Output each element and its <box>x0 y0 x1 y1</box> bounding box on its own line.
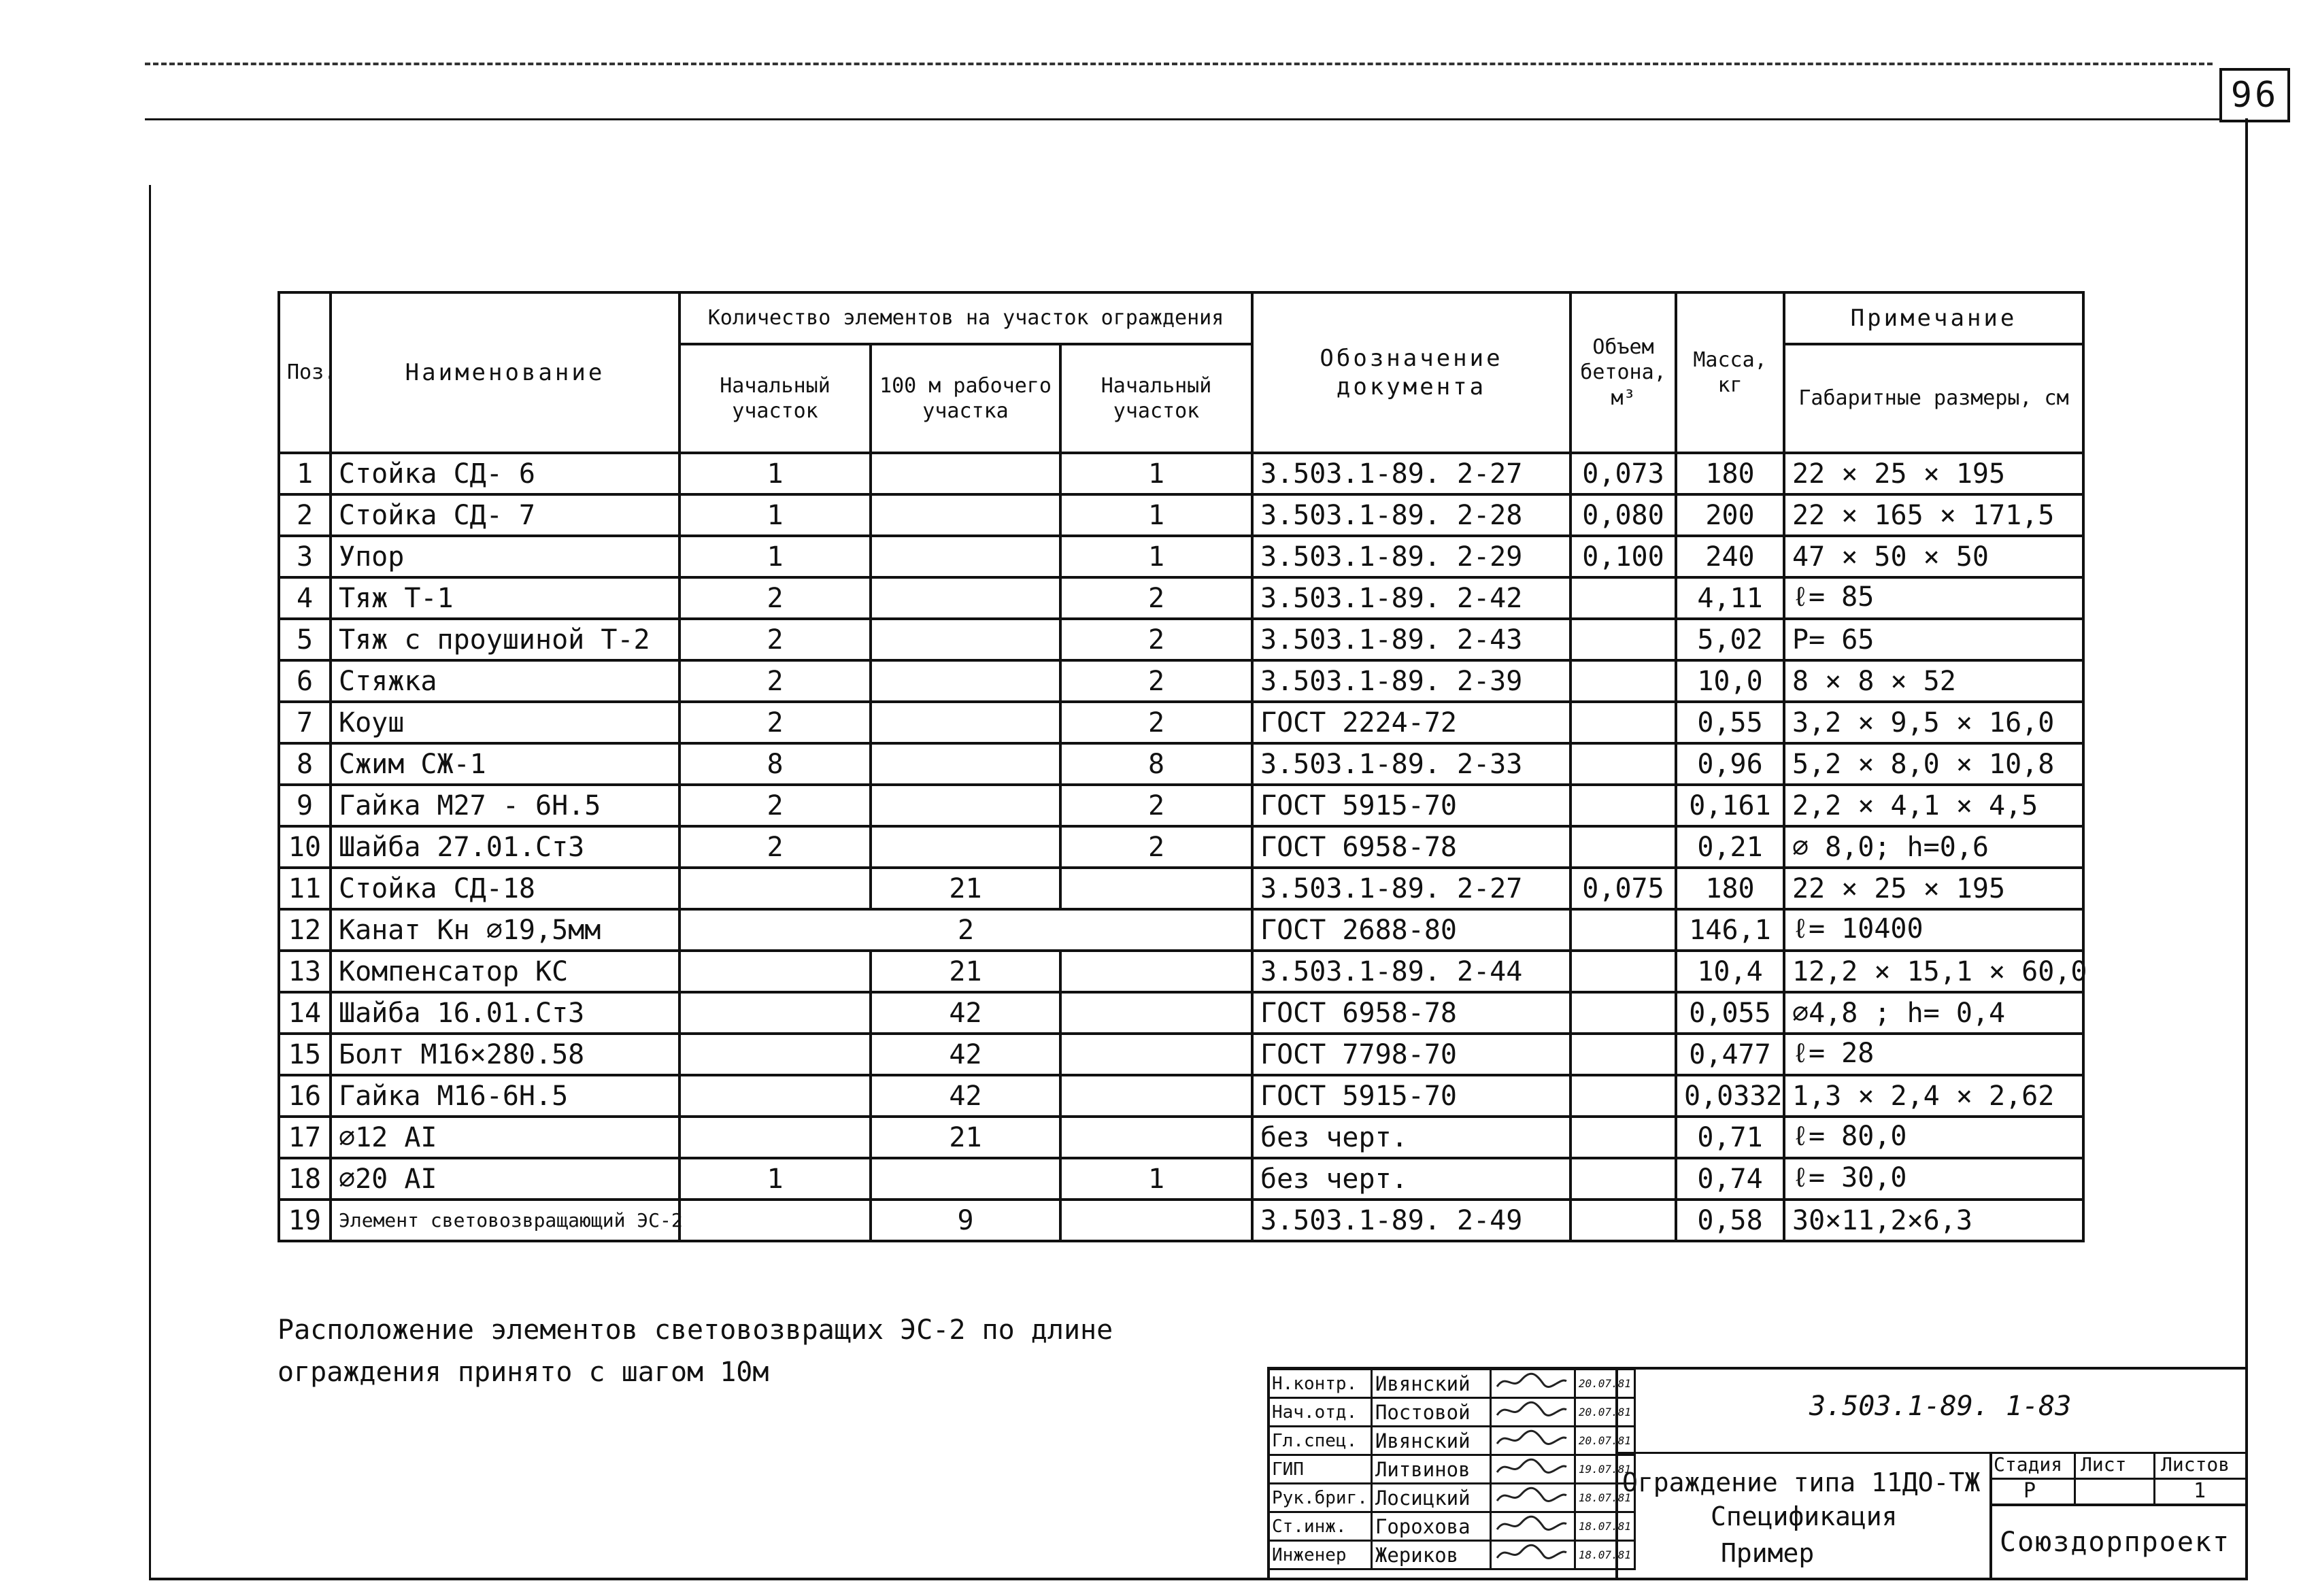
header-pos: Поз. <box>279 292 331 453</box>
cell-name: Стойка СД-18 <box>331 868 679 909</box>
signature-role: Рук.бриг. <box>1269 1484 1372 1512</box>
cell-volume <box>1570 1075 1676 1117</box>
signature-mark <box>1490 1512 1575 1541</box>
signature-table <box>1267 1368 1636 1570</box>
stage-label: Стадия <box>1994 1453 2063 1476</box>
stage-grid-bottom-line <box>1989 1504 2248 1506</box>
cell-name: Шайба 16.01.Ст3 <box>331 992 679 1034</box>
signature-name: Горохова <box>1371 1512 1490 1541</box>
signature-date: 19.07.81 <box>1575 1455 1634 1484</box>
cell-doc: ГОСТ 2224-72 <box>1252 702 1570 743</box>
cell-doc: 3.503.1-89. 2-27 <box>1252 453 1570 494</box>
cell-qty-100m: 42 <box>871 992 1060 1034</box>
cell-dims: ℓ= 85 <box>1784 577 2083 619</box>
stage-value: Р <box>2023 1479 2036 1503</box>
cell-qty-end: 2 <box>1060 577 1252 619</box>
signature-name: Лосицкий <box>1371 1484 1490 1512</box>
cell-volume <box>1570 619 1676 660</box>
cell-doc: ГОСТ 6958-78 <box>1252 826 1570 868</box>
cell-qty-end <box>1060 951 1252 992</box>
signature-scribble-icon <box>1494 1370 1569 1392</box>
signature-row <box>1269 1484 1635 1512</box>
cell-volume <box>1570 951 1676 992</box>
cell-qty-end: 1 <box>1060 494 1252 536</box>
cell-doc: ГОСТ 7798-70 <box>1252 1034 1570 1075</box>
cell-volume <box>1570 660 1676 702</box>
doc-title-3: Пример <box>1721 1538 1815 1568</box>
cell-dims: 3,2 × 9,5 × 16,0 <box>1784 702 2083 743</box>
signature-row <box>1269 1541 1635 1569</box>
table-row <box>279 743 2083 785</box>
cell-pos: 2 <box>279 494 331 536</box>
cell-doc: 3.503.1-89. 2-49 <box>1252 1200 1570 1241</box>
cell-dims: ℓ= 10400 <box>1784 909 2083 951</box>
cell-qty-end <box>1060 1117 1252 1158</box>
cell-qty-start: 2 <box>679 577 871 619</box>
cell-name: Стойка СД- 6 <box>331 453 679 494</box>
cell-qty-100m <box>871 743 1060 785</box>
page-number: 96 <box>2219 68 2290 122</box>
cell-pos: 10 <box>279 826 331 868</box>
table-row <box>279 1075 2083 1117</box>
cell-pos: 8 <box>279 743 331 785</box>
cell-mass: 0,58 <box>1676 1200 1784 1241</box>
stage-grid <box>1989 1452 2248 1506</box>
cell-doc: 3.503.1-89. 2-33 <box>1252 743 1570 785</box>
header-concrete-text: Объем бетона, м³ <box>1580 335 1666 410</box>
header-doc <box>1252 292 1570 453</box>
signature-mark <box>1490 1427 1575 1455</box>
cell-volume <box>1570 1200 1676 1241</box>
signature-scribble-icon <box>1494 1484 1569 1506</box>
table-row <box>279 619 2083 660</box>
cell-name: Стяжка <box>331 660 679 702</box>
signature-name: Жериков <box>1371 1541 1490 1569</box>
cell-dims: 5,2 × 8,0 × 10,8 <box>1784 743 2083 785</box>
cell-qty-start: 2 <box>679 619 871 660</box>
cell-qty-end: 2 <box>1060 702 1252 743</box>
cell-qty-start <box>679 1200 871 1241</box>
signature-row <box>1269 1398 1635 1427</box>
cell-qty-100m <box>871 1158 1060 1200</box>
cell-doc: без черт. <box>1252 1117 1570 1158</box>
signature-role: ГИП <box>1269 1455 1372 1484</box>
cell-dims: 22 × 165 × 171,5 <box>1784 494 2083 536</box>
cell-mass: 0,71 <box>1676 1117 1784 1158</box>
header-qty-end <box>1060 344 1252 453</box>
cell-name: ⌀12 AI <box>331 1117 679 1158</box>
header-dims-text: Габаритные размеры, см <box>1798 386 2069 411</box>
table-row <box>279 951 2083 992</box>
signature-row <box>1269 1427 1635 1455</box>
cell-volume <box>1570 992 1676 1034</box>
cell-volume <box>1570 1034 1676 1075</box>
cell-qty-end <box>1060 1200 1252 1241</box>
table-row <box>279 992 2083 1034</box>
signature-name: Ивянский <box>1371 1427 1490 1455</box>
header-qty-end-text: Начальный участок <box>1101 373 1212 423</box>
cell-doc: 3.503.1-89. 2-42 <box>1252 577 1570 619</box>
cell-qty-start: 2 <box>679 826 871 868</box>
table-row <box>279 1200 2083 1241</box>
signature-mark <box>1490 1398 1575 1427</box>
cell-pos: 18 <box>279 1158 331 1200</box>
table-row <box>279 660 2083 702</box>
signature-date: 20.07.81 <box>1575 1427 1634 1455</box>
cell-pos: 11 <box>279 868 331 909</box>
cell-pos: 19 <box>279 1200 331 1241</box>
cell-mass: 180 <box>1676 868 1784 909</box>
cell-dims: 47 × 50 × 50 <box>1784 536 2083 577</box>
cell-pos: 5 <box>279 619 331 660</box>
cell-name: ⌀20 AI <box>331 1158 679 1200</box>
cell-mass: 4,11 <box>1676 577 1784 619</box>
cell-qty-100m: 21 <box>871 1117 1060 1158</box>
signature-scribble-icon <box>1494 1513 1569 1535</box>
cell-volume <box>1570 1158 1676 1200</box>
signature-row <box>1269 1455 1635 1484</box>
cell-dims: 2,2 × 4,1 × 4,5 <box>1784 785 2083 826</box>
cell-qty-100m: 42 <box>871 1075 1060 1117</box>
cell-name: Упор <box>331 536 679 577</box>
specification-table <box>278 291 2085 1242</box>
cell-qty-start <box>679 951 871 992</box>
signature-name: Литвинов <box>1371 1455 1490 1484</box>
cell-doc: 3.503.1-89. 2-27 <box>1252 868 1570 909</box>
cell-pos: 1 <box>279 453 331 494</box>
table-row <box>279 785 2083 826</box>
cell-doc: 3.503.1-89. 2-39 <box>1252 660 1570 702</box>
sheets-value: 1 <box>2194 1479 2206 1503</box>
cell-qty-end: 8 <box>1060 743 1252 785</box>
signature-mark <box>1490 1370 1575 1398</box>
header-note-group: Примечание <box>1784 292 2083 344</box>
note-line-2: ограждения принято с шагом 10м <box>278 1357 769 1388</box>
cell-mass: 10,4 <box>1676 951 1784 992</box>
cell-mass: 10,0 <box>1676 660 1784 702</box>
signature-role: Н.контр. <box>1269 1370 1372 1398</box>
cell-pos: 16 <box>279 1075 331 1117</box>
cell-pos: 15 <box>279 1034 331 1075</box>
header-qty-start-text: Начальный участок <box>720 373 830 423</box>
cell-name: Тяж с проушиной Т-2 <box>331 619 679 660</box>
cell-dims: 1,3 × 2,4 × 2,62 <box>1784 1075 2083 1117</box>
cell-volume <box>1570 826 1676 868</box>
cell-volume <box>1570 702 1676 743</box>
cell-name: Стойка СД- 7 <box>331 494 679 536</box>
cell-name: Коуш <box>331 702 679 743</box>
cell-volume <box>1570 1117 1676 1158</box>
cell-qty-start: 2 <box>679 702 871 743</box>
table-row <box>279 1158 2083 1200</box>
cell-name: Элемент световозвращающий ЭС-2 <box>331 1200 679 1241</box>
cell-qty-end: 1 <box>1060 1158 1252 1200</box>
cell-qty-100m: 21 <box>871 868 1060 909</box>
cell-qty-100m: 42 <box>871 1034 1060 1075</box>
sheets-label: Листов <box>2161 1453 2230 1476</box>
signature-date: 18.07.81 <box>1575 1484 1634 1512</box>
cell-qty-end: 2 <box>1060 660 1252 702</box>
cell-qty-end: 1 <box>1060 536 1252 577</box>
cell-qty-end <box>1060 868 1252 909</box>
signature-role: Гл.спец. <box>1269 1427 1372 1455</box>
cell-qty-end: 1 <box>1060 453 1252 494</box>
sheet-label: Лист <box>2081 1453 2127 1476</box>
doc-code: 3.503.1-89. 1-83 <box>1809 1391 2072 1422</box>
cell-pos: 14 <box>279 992 331 1034</box>
header-concrete <box>1570 292 1676 453</box>
cell-pos: 13 <box>279 951 331 992</box>
cell-qty-100m <box>871 577 1060 619</box>
header-qty-group: Количество элементов на участок ограждения <box>679 292 1252 344</box>
cell-doc: 3.503.1-89. 2-44 <box>1252 951 1570 992</box>
cell-qty-start: 2 <box>679 660 871 702</box>
frame-left-line <box>149 185 151 1579</box>
signature-body <box>1269 1370 1635 1569</box>
signature-date: 18.07.81 <box>1575 1512 1634 1541</box>
signature-mark <box>1490 1541 1575 1569</box>
signature-scribble-icon <box>1494 1399 1569 1421</box>
header-name: Наименование <box>331 292 679 453</box>
signature-date: 18.07.81 <box>1575 1541 1634 1569</box>
cell-qty-100m <box>871 619 1060 660</box>
signature-scribble-icon <box>1494 1542 1569 1563</box>
cell-qty-100m <box>871 702 1060 743</box>
cell-mass: 0,477 <box>1676 1034 1784 1075</box>
cell-volume: 0,100 <box>1570 536 1676 577</box>
cell-qty-start <box>679 1075 871 1117</box>
signature-mark <box>1490 1455 1575 1484</box>
table-row <box>279 826 2083 868</box>
cell-qty-start: 1 <box>679 494 871 536</box>
cell-doc: 3.503.1-89. 2-43 <box>1252 619 1570 660</box>
cell-mass: 240 <box>1676 536 1784 577</box>
signature-mark <box>1490 1484 1575 1512</box>
stage-grid-col1-line <box>2074 1452 2076 1505</box>
table-row <box>279 494 2083 536</box>
cell-qty-100m <box>871 826 1060 868</box>
signature-name: Ивянский <box>1371 1370 1490 1398</box>
cell-qty-end <box>1060 1034 1252 1075</box>
cell-volume <box>1570 909 1676 951</box>
cell-mass: 0,161 <box>1676 785 1784 826</box>
cell-mass: 0,55 <box>1676 702 1784 743</box>
cell-mass: 200 <box>1676 494 1784 536</box>
frame-right-line <box>2245 118 2248 1580</box>
cell-qty-merged: 2 <box>679 909 1252 951</box>
cell-dims: 8 × 8 × 52 <box>1784 660 2083 702</box>
cell-pos: 9 <box>279 785 331 826</box>
signature-date: 20.07.81 <box>1575 1370 1634 1398</box>
header-mass <box>1676 292 1784 453</box>
cell-qty-100m <box>871 453 1060 494</box>
signature-scribble-icon <box>1494 1427 1569 1449</box>
cell-qty-start <box>679 1117 871 1158</box>
cell-qty-end: 2 <box>1060 619 1252 660</box>
cell-qty-end: 2 <box>1060 785 1252 826</box>
signature-role: Ст.инж. <box>1269 1512 1372 1541</box>
top-dashed-line <box>145 63 2213 65</box>
cell-qty-100m <box>871 494 1060 536</box>
table-row <box>279 909 2083 951</box>
cell-dims: ⌀4,8 ; h= 0,4 <box>1784 992 2083 1034</box>
table-row <box>279 453 2083 494</box>
cell-name: Канат Кн ⌀19,5мм <box>331 909 679 951</box>
cell-mass: 0,0332 <box>1676 1075 1784 1117</box>
header-mass-text: Масса, кг <box>1693 347 1767 397</box>
cell-pos: 4 <box>279 577 331 619</box>
note-line-1: Расположение элементов световозвращих ЭС-2 по длине <box>278 1314 1113 1346</box>
cell-qty-start: 1 <box>679 536 871 577</box>
header-dims <box>1784 344 2083 453</box>
cell-qty-100m <box>871 785 1060 826</box>
cell-dims: 12,2 × 15,1 × 60,0 <box>1784 951 2083 992</box>
cell-doc: 3.503.1-89. 2-29 <box>1252 536 1570 577</box>
signature-scribble-icon <box>1494 1456 1569 1478</box>
doc-title-1: Ограждение типа 11ДО-ТЖ <box>1622 1467 1981 1497</box>
top-border-line <box>145 118 2219 120</box>
cell-pos: 6 <box>279 660 331 702</box>
signature-row <box>1269 1512 1635 1541</box>
cell-name: Шайба 27.01.Ст3 <box>331 826 679 868</box>
signature-name: Постовой <box>1371 1398 1490 1427</box>
cell-qty-100m: 21 <box>871 951 1060 992</box>
signature-date: 20.07.81 <box>1575 1398 1634 1427</box>
cell-volume <box>1570 577 1676 619</box>
cell-qty-start <box>679 1034 871 1075</box>
cell-volume: 0,075 <box>1570 868 1676 909</box>
cell-qty-100m: 9 <box>871 1200 1060 1241</box>
cell-volume <box>1570 785 1676 826</box>
stage-grid-col2-line <box>2153 1452 2155 1505</box>
cell-name: Тяж Т-1 <box>331 577 679 619</box>
cell-volume: 0,080 <box>1570 494 1676 536</box>
placement-note <box>278 1309 1113 1393</box>
cell-dims: ⌀ 8,0; h=0,6 <box>1784 826 2083 868</box>
cell-qty-start: 1 <box>679 1158 871 1200</box>
cell-dims: ℓ= 80,0 <box>1784 1117 2083 1158</box>
cell-doc: 3.503.1-89. 2-28 <box>1252 494 1570 536</box>
cell-mass: 146,1 <box>1676 909 1784 951</box>
cell-pos: 7 <box>279 702 331 743</box>
cell-qty-end <box>1060 992 1252 1034</box>
cell-qty-100m <box>871 660 1060 702</box>
cell-pos: 3 <box>279 536 331 577</box>
cell-name: Сжим СЖ-1 <box>331 743 679 785</box>
cell-mass: 5,02 <box>1676 619 1784 660</box>
cell-doc: без черт. <box>1252 1158 1570 1200</box>
cell-dims: 22 × 25 × 195 <box>1784 868 2083 909</box>
table-row <box>279 1117 2083 1158</box>
header-doc-text: Обозначение документа <box>1320 344 1503 401</box>
cell-name: Компенсатор КС <box>331 951 679 992</box>
cell-mass: 0,055 <box>1676 992 1784 1034</box>
cell-qty-start: 2 <box>679 785 871 826</box>
cell-volume: 0,073 <box>1570 453 1676 494</box>
cell-dims: P= 65 <box>1784 619 2083 660</box>
cell-pos: 17 <box>279 1117 331 1158</box>
cell-mass: 180 <box>1676 453 1784 494</box>
header-qty-start <box>679 344 871 453</box>
cell-name: Гайка М16-6Н.5 <box>331 1075 679 1117</box>
cell-qty-start <box>679 868 871 909</box>
cell-qty-start: 1 <box>679 453 871 494</box>
cell-doc: ГОСТ 2688-80 <box>1252 909 1570 951</box>
signature-row <box>1269 1370 1635 1398</box>
cell-doc: ГОСТ 6958-78 <box>1252 992 1570 1034</box>
cell-qty-100m <box>871 536 1060 577</box>
cell-mass: 0,96 <box>1676 743 1784 785</box>
frame-bottom-line <box>149 1578 2248 1580</box>
doc-title-2: Спецификация <box>1711 1501 1898 1531</box>
cell-dims: ℓ= 28 <box>1784 1034 2083 1075</box>
signature-role: Инженер <box>1269 1541 1372 1569</box>
table-row <box>279 1034 2083 1075</box>
cell-qty-end: 2 <box>1060 826 1252 868</box>
cell-doc: ГОСТ 5915-70 <box>1252 1075 1570 1117</box>
header-qty-100m-text: 100 м рабочего участка <box>879 373 1052 423</box>
cell-name: Болт М16×280.58 <box>331 1034 679 1075</box>
cell-dims: ℓ= 30,0 <box>1784 1158 2083 1200</box>
cell-volume <box>1570 743 1676 785</box>
cell-qty-end <box>1060 1075 1252 1117</box>
table-row <box>279 702 2083 743</box>
cell-doc: ГОСТ 5915-70 <box>1252 785 1570 826</box>
cell-qty-start: 8 <box>679 743 871 785</box>
specification-body <box>279 453 2087 1241</box>
cell-dims: 22 × 25 × 195 <box>1784 453 2083 494</box>
cell-mass: 0,74 <box>1676 1158 1784 1200</box>
table-row <box>279 536 2083 577</box>
cell-name: Гайка М27 - 6Н.5 <box>331 785 679 826</box>
header-qty-100m <box>871 344 1060 453</box>
signature-role: Нач.отд. <box>1269 1398 1372 1427</box>
cell-pos: 12 <box>279 909 331 951</box>
table-row <box>279 577 2083 619</box>
table-row <box>279 868 2083 909</box>
cell-dims: 30×11,2×6,3 <box>1784 1200 2083 1241</box>
cell-qty-start <box>679 992 871 1034</box>
organization-name: Союздорпроект <box>2000 1527 2231 1558</box>
cell-mass: 0,21 <box>1676 826 1784 868</box>
